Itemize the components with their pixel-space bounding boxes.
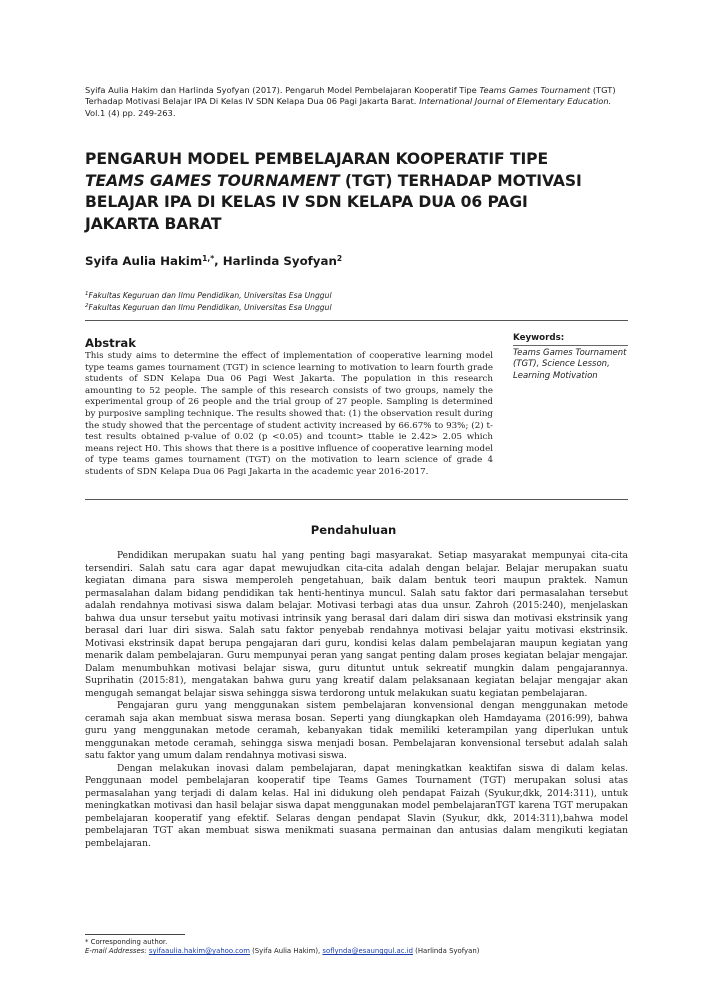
title-italic-term: TEAMS GAMES TOURNAMENT — [85, 171, 340, 190]
email-2-owner: (Harlinda Syofyan) — [412, 947, 480, 956]
affiliation-2-text: Fakultas Keguruan dan Ilmu Pendidikan, Universitas Esa Unggul — [88, 303, 332, 313]
author-2-name: Harlinda Syofyan — [222, 254, 337, 268]
email-1-owner: (Syifa Aulia Hakim), — [249, 947, 323, 956]
section-heading: Pendahuluan — [310, 523, 397, 537]
divider-top — [85, 320, 628, 321]
author-list — [85, 254, 342, 268]
paper-title — [85, 149, 630, 235]
title-line-2-rest: (TGT) TERHADAP MOTIVASI — [339, 171, 582, 190]
paragraph-2: Pengajaran guru yang menggunakan sistem pembelajaran konvensional dengan menggunakan metode ceramah saja akan membuat siswa merasa bosan. Seperti yang diungkapkan oleh Hamdayama (2016:99), bahwa guru yang menggunakan metode ceramah, kebanyakan tidak memiliki keterampilan yang diperlukan untuk menggunakan metode ceramah, sehingga siswa menjadi bosan. Pembelajaran konvensional tersebut adalah salah satu faktor yang umum dalam rendahnya motivasi siswa. — [85, 701, 628, 761]
footnote — [85, 938, 630, 957]
abstract-heading: Abstrak — [85, 336, 136, 350]
citation-middle: (TGT) Terhadap Motivasi Belajar IPA Di Kelas IV SDN Kelapa Dua 06 Pagi Jakarta Barat. — [85, 85, 616, 107]
abstract-body: This study aims to determine the effect of implementation of cooperative learning model type teams games tournament (TGT) in science learning to motivation to learn fourth grade students of SDN Kelapa Dua 06 Pagi West Jakarta. The population in this research amounting to 52 people. The sample of this research consists of two groups, namely the experimental group of 26 people and the trial group of 27 people. Sampling is determined by purposive sampling technique. The results showed that: (1) the observation result during the study showed that the percentage of student activity increased by 66.67% to 93%; (2) t-test results obtained p-value of 0.02 (p <0.05) and tcount> ttable ie 2.42> 2.05 which means reject H0. This shows that there is a positive influence of cooperative learning model of type teams games tournament (TGT) on the motivation to learn science of grade 4 students of SDN Kelapa Dua 06 Pagi Jakarta in the academic year 2016-2017. — [85, 351, 493, 477]
title-line-1: PENGARUH MODEL PEMBELAJARAN KOOPERATIF TIPE — [85, 150, 549, 168]
affiliation-1 — [85, 289, 585, 301]
citation-journal: International Journal of Elementary Education. — [419, 96, 612, 107]
citation-header — [85, 85, 630, 119]
citation-volume: Vol.1 (4) pp. 249-263. — [85, 107, 176, 118]
keywords-body: Teams Games Tournament (TGT), Science Lesson, Learning Motivation — [513, 348, 627, 381]
affiliation-1-sup: 1 — [85, 291, 89, 297]
email-line — [85, 947, 630, 956]
title-line-4: JAKARTA BARAT — [85, 214, 222, 233]
corresponding-author-note: * Corresponding author. — [85, 938, 168, 946]
author-1-sup: 1,* — [202, 254, 215, 263]
affiliation-2 — [85, 301, 585, 313]
author-1-name: Syifa Aulia Hakim — [85, 254, 203, 268]
affiliation-1-text: Fakultas Keguruan dan Ilmu Pendidikan, Universitas Esa Unggul — [88, 291, 332, 300]
affiliations — [85, 289, 585, 314]
email-link-2[interactable]: soflynda@esaunggul.ac.id — [322, 947, 413, 956]
title-line-2 — [85, 171, 630, 193]
title-line-3: BELAJAR IPA DI KELAS IV SDN KELAPA DUA 06 PAGI — [85, 193, 528, 212]
divider-bottom — [85, 499, 628, 500]
footnote-divider — [85, 934, 185, 935]
email-link-1[interactable]: syifaaulia.hakim@yahoo.com — [148, 947, 250, 956]
author-separator: , — [214, 254, 223, 268]
citation-italic-term: Teams Games Tournament — [479, 85, 591, 95]
paragraph-3: Dengan melakukan inovasi dalam pembelajaran, dapat meningkatkan keaktifan siswa di dalam kelas. Penggunaan model pembelajaran kooperatif tipe Teams Games Tournament (TGT) merupakan solusi atas permasalahan yang terjadi di dalam kelas. Hal ini didukung oleh pendapat Faizah (Syukur,dkk, 2014:311), untuk meningkatkan motivasi dan hasil belajar siswa dapat menggunakan model pembelajaranTGT karena TGT merupakan pembelajaran kooperatif yang efektif. Selaras dengan pendapat Slavin (Syukur, dkk, 2014:311),bahwa model pembelajaran TGT akan membuat siswa menikmati suasana permainan dan antusias dalam mengikuti kegiatan pembelajaran. — [85, 763, 628, 849]
paragraph-1: Pendidikan merupakan suatu hal yang penting bagi masyarakat. Setiap masyarakat mempunyai cita-cita tersendiri. Salah satu cara agar dapat mewujudkan cita-cita adalah dengan belajar. Belajar merupakan suatu kegiatan dimana para siswa memperoleh pengetahuan, baik dalam bentuk teori maupun praktek. Namun permasalahan dalam bidang pendidikan tak henti-hentinya muncul. Salah satu faktor dari permasalahan tersebut adalah rendahnya motivasi siswa dalam belajar. Motivasi terbagi atas dua unsur. Zahroh (2015:240), menjelaskan bahwa dua unsur tersebut yaitu motivasi intrinsik yang berasal dari dalam diri siswa dan motivasi ekstrinsik yang berasal dari luar diri siswa. Salah satu faktor penyebab rendahnya motivasi belajar yaitu motivasi ekstrinsik. Motivasi ekstrinsik dapat berupa pengajaran dari guru, kondisi kelas dalam pembelajaran maupun kegiatan yang menarik dalam pembelajaran. Guru mempunyai peran yang sangat penting dalam proses kegiatan belajar mengajar. Dalam menumbuhkan motivasi belajar siswa, guru dituntut untuk sekreatif mungkin dalam pengajarannya. Suprihatin (2015:81), mengatakan bahwa guru yang kreatif dalam pelaksanaan kegiatan belajar mengajar akan mengugah semangat belajar siswa sehingga siswa terdorong untuk melakukan suatu kegiatan pembelajaran. — [85, 551, 628, 699]
affiliation-2-sup: 2 — [85, 303, 89, 310]
keywords-divider — [513, 345, 628, 346]
author-2-sup: 2 — [336, 254, 343, 263]
section-body — [85, 550, 628, 850]
email-label: E-mail Addresses: — [85, 947, 149, 956]
citation-prefix: Syifa Aulia Hakim dan Harlinda Syofyan (2017). Pengaruh Model Pembelajaran Kooperatif Tipe — [85, 85, 480, 95]
keywords-heading: Keywords: — [513, 333, 565, 343]
